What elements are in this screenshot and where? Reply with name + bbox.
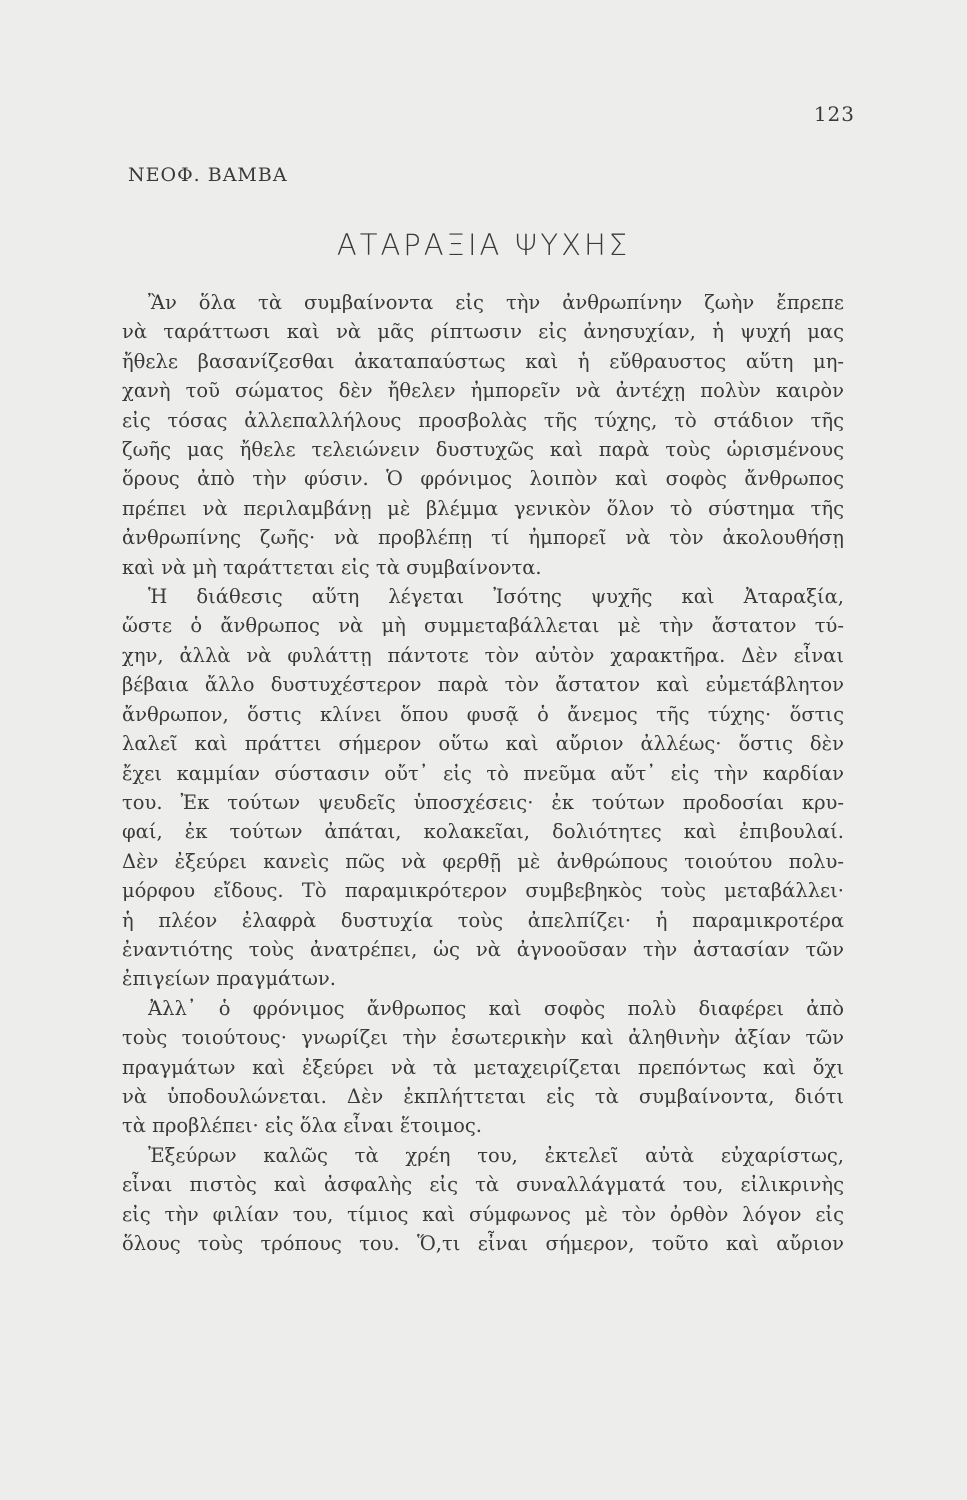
text-line: ἐναντιότης τοὺς ἀνατρέπει, ὡς νὰ ἀγνοοῦσαν τὴν ἀστασίαν τῶν bbox=[122, 937, 844, 961]
text-line: ὅλους τοὺς τρόπους του. Ὅ,τι εἶναι σήμερον, τοῦτο καὶ αὔριον bbox=[122, 1232, 844, 1255]
text-line: Ἐξεύρων καλῶς τὰ χρέη του, ἐκτελεῖ αὐτὰ εὐχαρίστως, bbox=[148, 1143, 844, 1167]
text-line: ἄνθρωπον, ὅστις κλίνει ὅπου φυσᾷ ὁ ἄνεμος τῆς τύχης· ὅστις bbox=[122, 702, 844, 726]
text-line: χην, ἀλλὰ νὰ φυλάττῃ πάντοτε τὸν αὐτὸν χαρακτῆρα. Δὲν εἶναι bbox=[122, 643, 844, 667]
page-number: 123 bbox=[813, 102, 855, 126]
text-line: καὶ νὰ μὴ ταράττεται εἰς τὰ συμβαίνοντα. bbox=[122, 555, 542, 579]
text-line: φαί, ἐκ τούτων ἀπάται, κολακεῖαι, δολιότητες καὶ ἐπιβουλαί. bbox=[122, 820, 844, 844]
text-line: ὅρους ἀπὸ τὴν φύσιν. Ὁ φρόνιμος λοιπὸν καὶ σοφὸς ἄνθρωπος bbox=[122, 467, 844, 491]
text-line: Ἂν ὅλα τὰ συμβαίνοντα εἰς τὴν ἀνθρωπίνην ζωὴν ἔπρεπε bbox=[148, 291, 844, 314]
paragraph bbox=[122, 1141, 844, 1259]
text-line: ἔχει καμμίαν σύστασιν οὔτ᾽ εἰς τὸ πνεῦμα αὔτ᾽ εἰς τὴν καρδίαν bbox=[122, 761, 844, 785]
text-line: ζωῆς μας ἤθελε τελειώνειν δυστυχῶς καὶ παρὰ τοὺς ὡρισμένους bbox=[122, 438, 844, 462]
text-line: πρέπει νὰ περιλαμβάνῃ μὲ βλέμμα γενικὸν ὅλον τὸ σύστημα τῆς bbox=[122, 496, 844, 520]
text-line: ὥστε ὁ ἄνθρωπος νὰ μὴ συμμεταβάλλεται μὲ τὴν ἄστατον τύ- bbox=[122, 614, 844, 638]
text-line: πραγμάτων καὶ ἐξεύρει νὰ τὰ μεταχειρίζεται πρεπόντως καὶ ὄχι bbox=[122, 1055, 844, 1079]
paragraph bbox=[122, 288, 844, 582]
text-line: μόρφου εἴδους. Τὸ παραμικρότερον συμβεβηκὸς τοὺς μεταβάλλει· bbox=[122, 879, 844, 903]
text-line: ἤθελε βασανίζεσθαι ἀκαταπαύστως καὶ ἡ εὔθραυστος αὕτη μη- bbox=[122, 349, 844, 373]
text-line: Δὲν ἐξεύρει κανεὶς πῶς νὰ φερθῇ μὲ ἀνθρώπους τοιούτου πολυ- bbox=[122, 849, 844, 873]
text-line: εἰς τόσας ἀλλεπαλλήλους προσβολὰς τῆς τύχης, τὸ στάδιον τῆς bbox=[122, 408, 844, 432]
text-line: εἶναι πιστὸς καὶ ἀσφαλὴς εἰς τὰ συναλλάγματά του, εἰλικρινὴς bbox=[122, 1173, 844, 1197]
text-line: βέβαια ἄλλο δυστυχέστερον παρὰ τὸν ἄστατον καὶ εὐμετάβλητον bbox=[122, 673, 844, 697]
text-line: του. Ἐκ τούτων ψευδεῖς ὑποσχέσεις· ἐκ τούτων προδοσίαι κρυ- bbox=[122, 790, 844, 814]
text-line: ἀνθρωπίνης ζωῆς· νὰ προβλέπῃ τί ἠμπορεῖ νὰ τὸν ἀκολουθήσῃ bbox=[122, 526, 844, 550]
paragraph bbox=[122, 994, 844, 1141]
text-line: εἰς τὴν φιλίαν του, τίμιος καὶ σύμφωνος μὲ τὸν ὀρθὸν λόγον εἰς bbox=[122, 1202, 844, 1226]
text-line: Ἀλλ᾽ ὁ φρόνιμος ἄνθρωπος καὶ σοφὸς πολὺ διαφέρει ἀπὸ bbox=[148, 996, 844, 1020]
text-line: χανὴ τοῦ σώματος δὲν ἤθελεν ἠμπορεῖν νὰ ἀντέχῃ πολὺν καιρὸν bbox=[122, 379, 844, 403]
text-line: ἐπιγείων πραγμάτων. bbox=[122, 967, 336, 991]
text-line: Ἡ διάθεσις αὕτη λέγεται Ἰσότης ψυχῆς καὶ Ἀταραξία, bbox=[148, 585, 844, 609]
paragraph bbox=[122, 582, 844, 994]
text-line: τοὺς τοιούτους· γνωρίζει τὴν ἐσωτερικὴν καὶ ἀληθινὴν ἀξίαν τῶν bbox=[122, 1026, 844, 1050]
body-text bbox=[122, 288, 844, 1258]
text-line: νὰ ὑποδουλώνεται. Δὲν ἐκπλήττεται εἰς τὰ συμβαίνοντα, διότι bbox=[122, 1084, 844, 1108]
chapter-title: ΑΤΑΡΑΞΙΑ ΨΥΧΗΣ bbox=[336, 228, 631, 262]
text-line: λαλεῖ καὶ πράττει σήμερον οὕτω καὶ αὔριον ἀλλέως· ὅστις δὲν bbox=[122, 732, 844, 756]
text-line: ἡ πλέον ἐλαφρὰ δυστυχία τοὺς ἀπελπίζει· ἡ παραμικροτέρα bbox=[122, 908, 844, 932]
text-line: νὰ ταράττωσι καὶ νὰ μᾶς ρίπτωσιν εἰς ἀνησυχίαν, ἡ ψυχή μας bbox=[122, 320, 844, 344]
text-line: τὰ προβλέπει· εἰς ὅλα εἶναι ἕτοιμος. bbox=[122, 1114, 482, 1138]
author-name: ΝΕΟΦ. ΒΑΜΒΑ bbox=[128, 164, 288, 186]
